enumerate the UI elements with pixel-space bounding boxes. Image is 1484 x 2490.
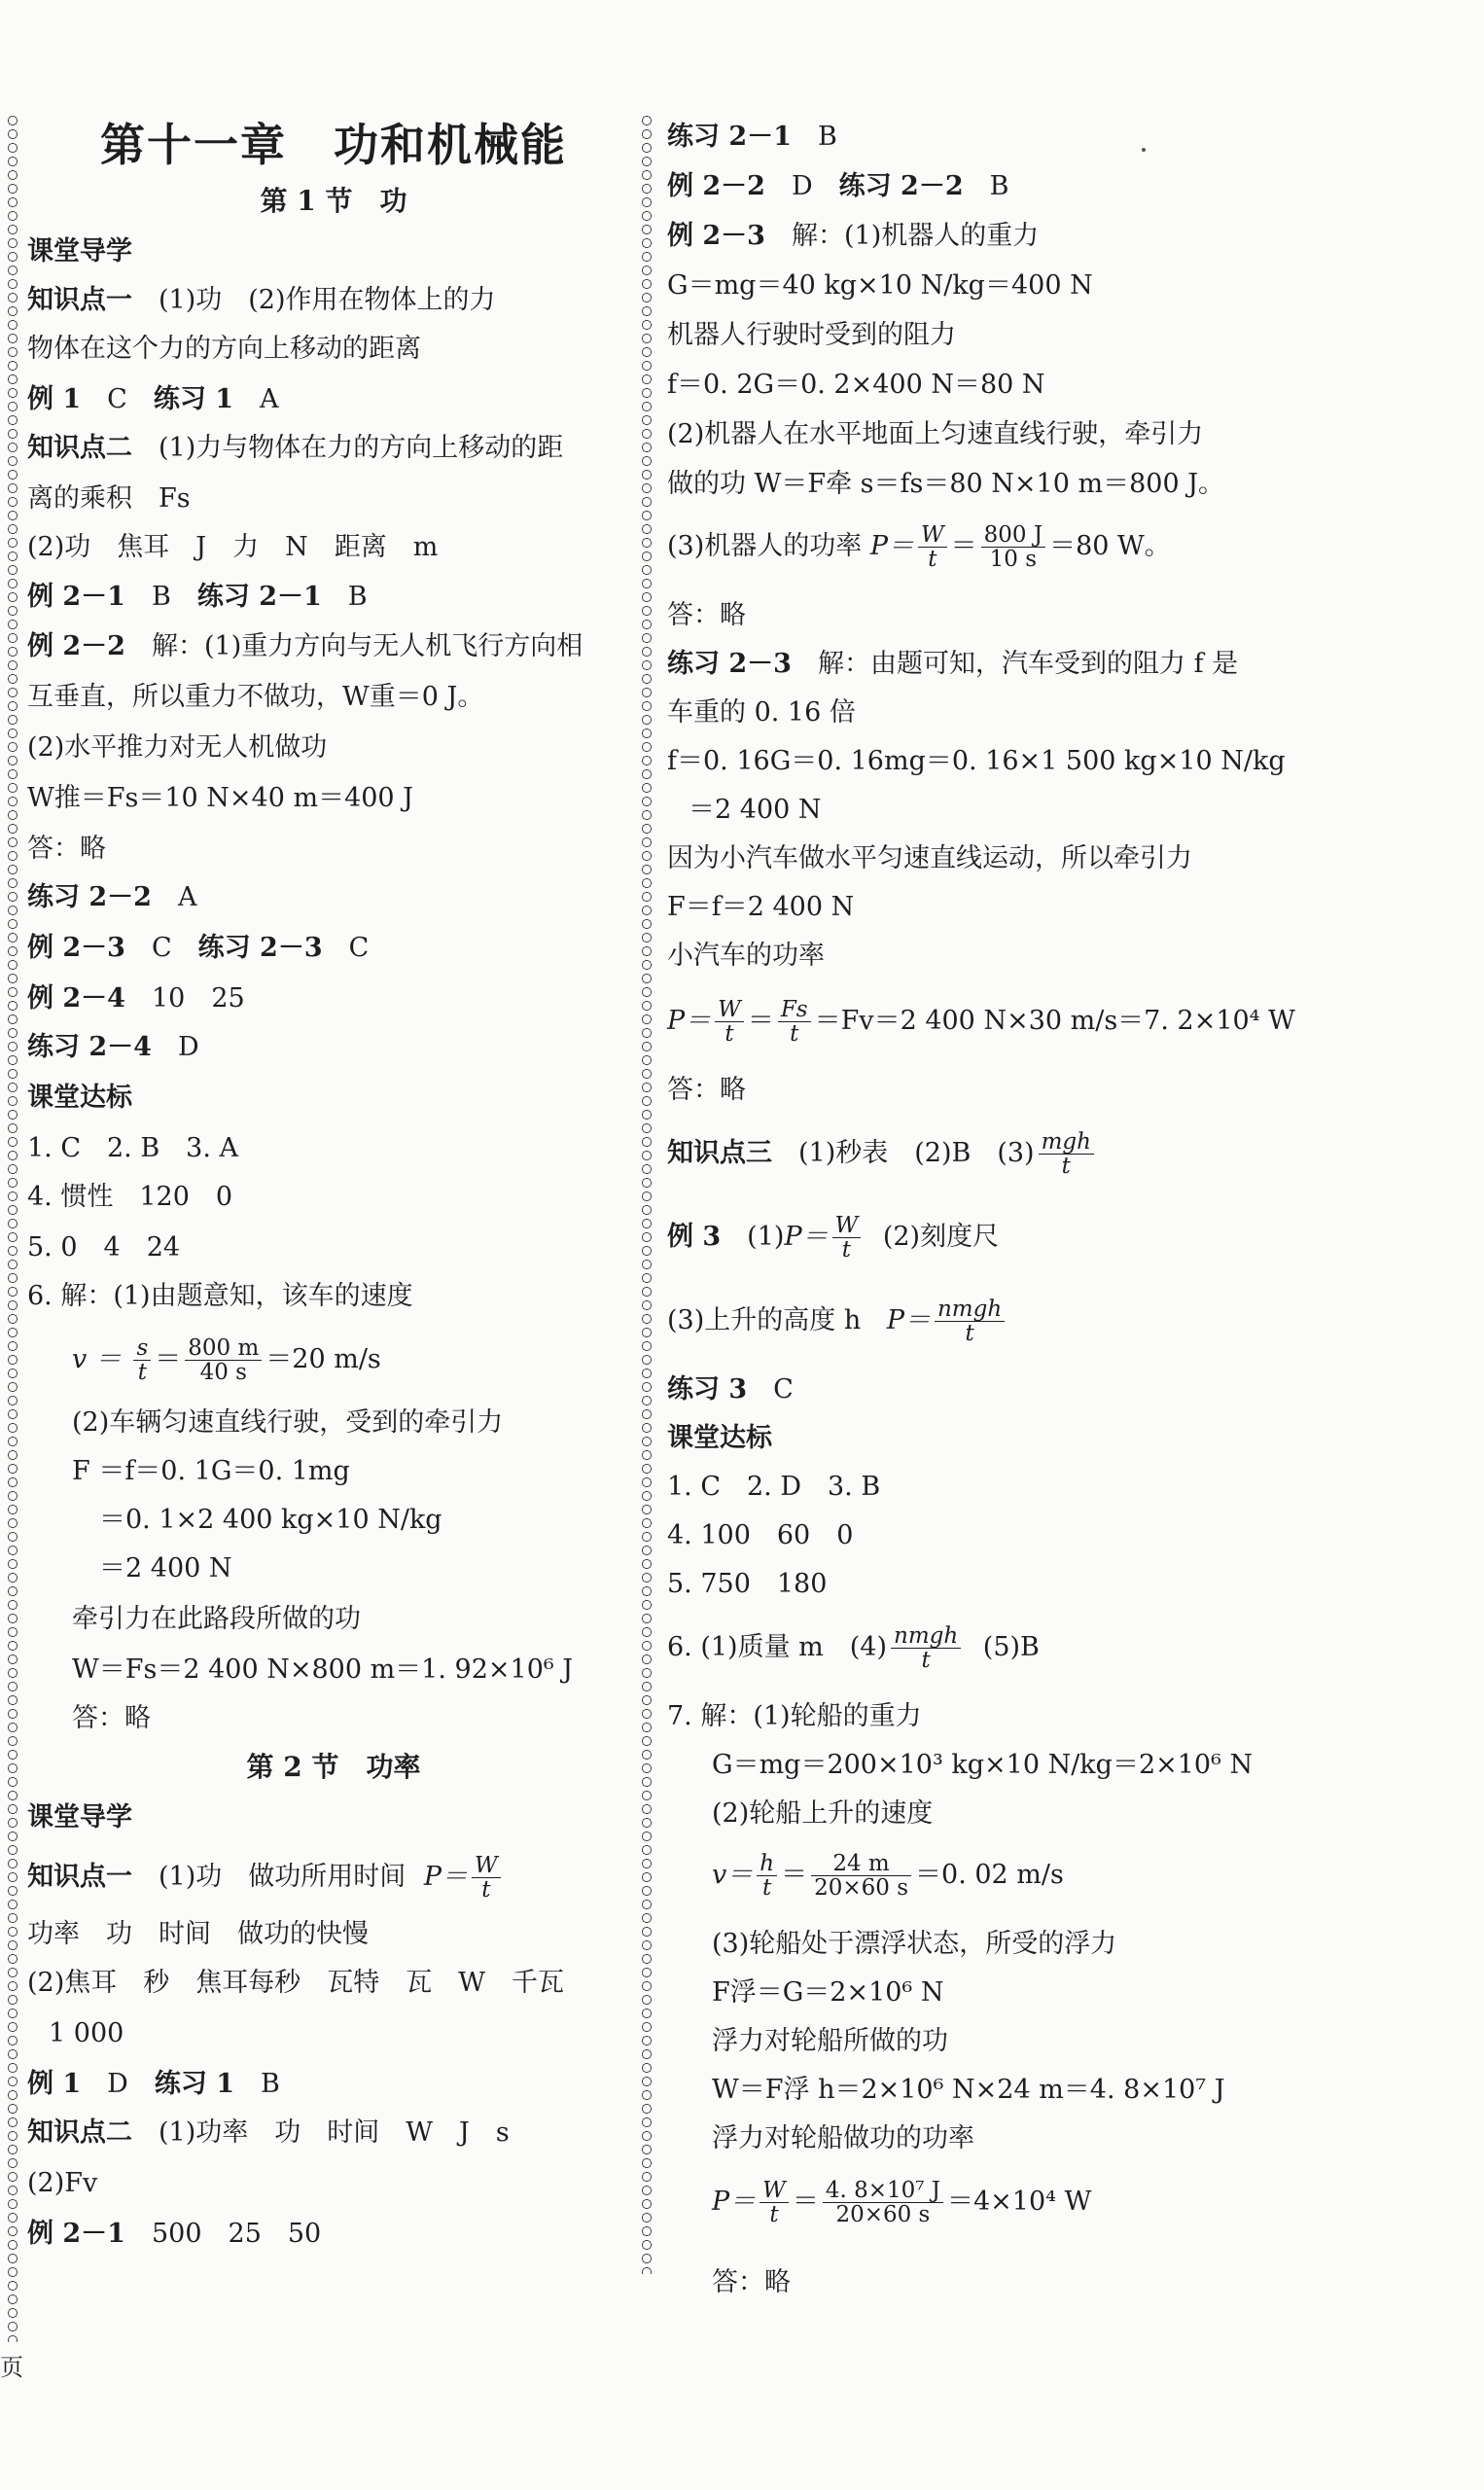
answer-label: 例 2－3 [27,933,125,963]
answer-label: 练习 3 [667,1374,748,1405]
formula-car-power: P＝ $\frac{W}{t}$ ＝ $\frac{Fs}{t}$ ＝Fv＝2 400 N×30 m/s＝7. 2×10⁴ W [667,997,1295,1047]
left-line-30: 课堂导学 [27,1802,132,1832]
right-line-14: ＝2 400 N [689,795,822,825]
fraction-800j-over-10s: $\frac{800 J}{10 s}$ [981,523,1045,571]
left-line-17: 练习 2－4 D [27,1032,199,1062]
fraction-w-over-t: $\frac{W}{t}$ [472,1854,501,1902]
page-mark: 页 [0,2354,23,2381]
answer-label: 例 2－1 [27,2219,125,2249]
right-line-13: f＝0. 16G＝0. 16mg＝0. 16×1 500 kg×10 N/kg [667,746,1286,776]
left-line-19: 1. C 2. B 3. A [27,1133,239,1163]
answer-label: 练习 2－2 [27,882,152,912]
chapter-title: 第十一章 功和机械能 [100,119,567,171]
right-line-16: F＝f＝2 400 N [667,892,855,922]
right-line-35: 浮力对轮船做功的功率 [712,2123,974,2153]
right-line-12: 车重的 0. 16 倍 [667,697,856,728]
left-line-13: 答：略 [27,834,106,864]
left-line-18: 课堂达标 [27,1083,132,1113]
answer-label: 例 3 [667,1222,722,1252]
answer-label: 例 2－2 [667,171,765,201]
left-line-21: 5. 0 4 24 [27,1232,181,1263]
left-line-14: 练习 2－2 A [27,882,197,912]
left-wavy-border [6,115,19,2342]
right-line-3: 例 2－3 解：(1)机器人的重力 [667,221,1040,251]
fraction-800m-over-40s: $\frac{800 m}{40 s}$ [185,1336,262,1384]
left-line-10: 互垂直，所以重力不做功，W重＝0 J。 [27,682,484,712]
fraction-h-over-t: $\frac{h}{t}$ [757,1852,777,1900]
right-line-1: 练习 2－1 B [667,122,837,152]
answer-label: 例 2－3 [667,221,765,251]
right-line-28: 7. 解：(1)轮船的重力 [667,1701,922,1731]
section-2-title: 第 2 节 功率 [246,1751,421,1783]
fraction-car-w-over-t: $\frac{W}{t}$ [715,998,744,1046]
left-line-29: 答：略 [72,1703,151,1733]
answer-label: 练习 2－3 [197,933,323,963]
left-line-1: 课堂导学 [27,236,132,267]
left-line-4: 例 1 C 练习 1 A [27,384,279,414]
left-line-12: W推＝Fs＝10 N×40 m＝400 J [27,783,414,813]
left-line-23: (2)车辆匀速直线行驶，受到的牵引力 [72,1407,504,1438]
right-line-21: (3)上升的高度 h P＝ $\frac{\text{nmgh}}{t}$ [667,1290,1008,1352]
answer-label: 练习 2－1 [196,582,322,612]
fraction-robot-w-over-t: $\frac{W}{t}$ [918,523,947,571]
answer-label: 知识点三 [667,1138,772,1168]
right-line-24: 1. C 2. D 3. B [667,1472,881,1502]
fraction-q6-nmgh-over-t: $\frac{\text{nmgh}}{t}$ [891,1624,961,1672]
left-line-28: W＝Fs＝2 400 N×800 m＝1. 92×10⁶ J [72,1654,574,1685]
left-line-6: 离的乘积 Fs [27,483,191,514]
right-line-27: 6. (1)质量 m (4) $\frac{\text{nmgh}}{t}$ (5)B [667,1623,1040,1673]
left-line-35: 例 1 D 练习 1 B [27,2069,280,2099]
fraction-work-over-time: $\frac{\text{4. 8×10⁷ J}}{20\times 60 s}$ [823,2179,943,2226]
left-line-34: 1 000 [49,2018,124,2048]
left-line-2: 知识点一 (1)功 (2)作用在物体上的力 [27,285,496,315]
left-line-38: 例 2－1 500 25 50 [27,2219,322,2249]
right-line-30: (2)轮船上升的速度 [712,1798,934,1829]
formula-ship-speed: v＝ $\frac{h}{t}$ ＝ $\frac{24 m}{20\times 60 s}$ ＝0. 02 m/s [712,1851,1064,1901]
answer-label: 知识点一 [27,285,132,315]
right-line-2: 例 2－2 D 练习 2－2 B [667,171,1009,201]
right-line-18: 答：略 [667,1075,746,1105]
left-line-22: 6. 解：(1)由题意知，该车的速度 [27,1281,413,1311]
left-line-16: 例 2－4 10 25 [27,983,245,1014]
fraction-fs-over-t: $\frac{Fs}{t}$ [778,998,811,1046]
left-line-36: 知识点二 (1)功率 功 时间 W J s [27,2117,510,2148]
answer-label: 知识点二 [27,2117,132,2148]
right-line-10: 答：略 [667,600,746,630]
right-line-19: 知识点三 (1)秒表 (2)B (3) $\frac{\text{mgh}}{t}$ [667,1122,1098,1185]
fraction-nmgh-over-t: $\frac{\text{nmgh}}{t}$ [935,1298,1005,1345]
stray-dot [1142,148,1146,152]
formula-speed: v ＝ $\frac{s}{t}$ ＝ $\frac{800 m}{40 s}$ ＝20 m/s [72,1335,381,1385]
left-line-25: ＝0. 1×2 400 kg×10 N/kg [99,1505,442,1535]
fraction-s-over-t: $\frac{s}{t}$ [133,1336,151,1384]
right-line-26: 5. 750 180 [667,1569,828,1599]
left-line-26: ＝2 400 N [99,1553,232,1583]
answer-label: 练习 1 [153,384,234,414]
left-line-3: 物体在这个力的方向上移动的距离 [27,334,421,364]
formula-float-power: P＝ $\frac{W}{t}$ ＝ $\frac{\text{4. 8×10⁷ J}}{20\times 60 s}$ ＝4×10⁴ W [712,2178,1092,2227]
fraction-ex3-w-over-t: $\frac{W}{t}$ [832,1214,862,1262]
right-line-11: 练习 2－3 解：由题可知，汽车受到的阻力 f 是 [667,649,1239,679]
left-line-8: 例 2－1 B 练习 2－1 B [27,582,368,612]
answer-label: 练习 2－2 [838,171,964,201]
answer-label: 例 2－1 [27,582,125,612]
left-line-37: (2)Fv [27,2168,98,2198]
answer-label: 练习 1 [154,2069,235,2099]
right-line-20: 例 3 (1)P＝ $\frac{W}{t}$ (2)刻度尺 [667,1213,1000,1263]
left-line-11: (2)水平推力对无人机做功 [27,732,328,763]
right-line-33: 浮力对轮船所做的功 [712,2026,948,2056]
left-line-15: 例 2－3 C 练习 2－3 C [27,933,370,963]
fraction-24m-over-time: $\frac{24 m}{20\times 60 s}$ [811,1852,911,1900]
fraction-pf-w-over-t: $\frac{W}{t}$ [760,2179,789,2226]
left-line-7: (2)功 焦耳 J 力 N 距离 m [27,532,439,562]
right-line-8: 做的功 W＝F牵 s＝fs＝80 N×10 m＝800 J。 [667,469,1225,499]
fraction-mgh-over-t: $\frac{\text{mgh}}{t}$ [1039,1130,1094,1178]
right-line-6: f＝0. 2G＝0. 2×400 N＝80 N [667,370,1045,400]
center-wavy-divider [640,115,654,2274]
answer-label: 练习 2－4 [27,1032,152,1062]
answer-label: 例 2－4 [27,983,125,1014]
left-line-24: F ＝f＝0. 1G＝0. 1mg [72,1456,350,1486]
left-line-27: 牵引力在此路段所做的功 [72,1604,361,1634]
answer-label: 知识点一 [27,1862,132,1892]
right-line-25: 4. 100 60 0 [667,1520,854,1550]
answer-label: 例 1 [27,384,82,414]
right-line-23: 课堂达标 [667,1423,772,1453]
answer-label: 知识点二 [27,433,132,463]
right-line-31: (3)轮船处于漂浮状态，所受的浮力 [712,1929,1117,1959]
right-line-22: 练习 3 C [667,1374,794,1405]
left-line-9: 例 2－2 解：(1)重力方向与无人机飞行方向相 [27,631,583,661]
answer-label: 练习 2－3 [667,649,792,679]
answer-label: 练习 2－1 [667,122,792,152]
answer-label: 例 2－2 [27,631,125,661]
right-line-9: (3)机器人的功率 P＝ $\frac{W}{t}$ ＝ $\frac{800 J}{10 s}$ ＝80 W。 [667,522,1171,572]
right-line-34: W＝F浮 h＝2×10⁶ N×24 m＝4. 8×10⁷ J [712,2075,1225,2105]
right-line-15: 因为小汽车做水平匀速直线运动，所以牵引力 [667,843,1192,873]
section-1-title: 第 1 节 功 [260,185,407,217]
left-line-20: 4. 惯性 120 0 [27,1182,233,1212]
right-line-32: F浮＝G＝2×10⁶ N [712,1977,944,2008]
right-line-29: G＝mg＝200×10³ kg×10 N/kg＝2×10⁶ N [712,1750,1254,1780]
answer-label: 例 1 [27,2069,82,2099]
left-line-5: 知识点二 (1)力与物体在力的方向上移动的距 [27,433,564,463]
right-line-5: 机器人行驶时受到的阻力 [667,320,956,350]
left-line-33: (2)焦耳 秒 焦耳每秒 瓦特 瓦 W 千瓦 [27,1968,564,1998]
right-line-36: 答：略 [712,2267,791,2297]
right-line-4: G＝mg＝40 kg×10 N/kg＝400 N [667,270,1093,301]
right-line-7: (2)机器人在水平地面上匀速直线行驶，牵引力 [667,419,1204,449]
formula-v-lead: v ＝ [72,1344,122,1374]
left-line-32: 功率 功 时间 做功的快慢 [27,1919,369,1949]
right-line-17: 小汽车的功率 [667,941,825,971]
left-line-31: 知识点一 (1)功 做功所用时间 P＝ $\frac{W}{t}$ [27,1846,505,1908]
